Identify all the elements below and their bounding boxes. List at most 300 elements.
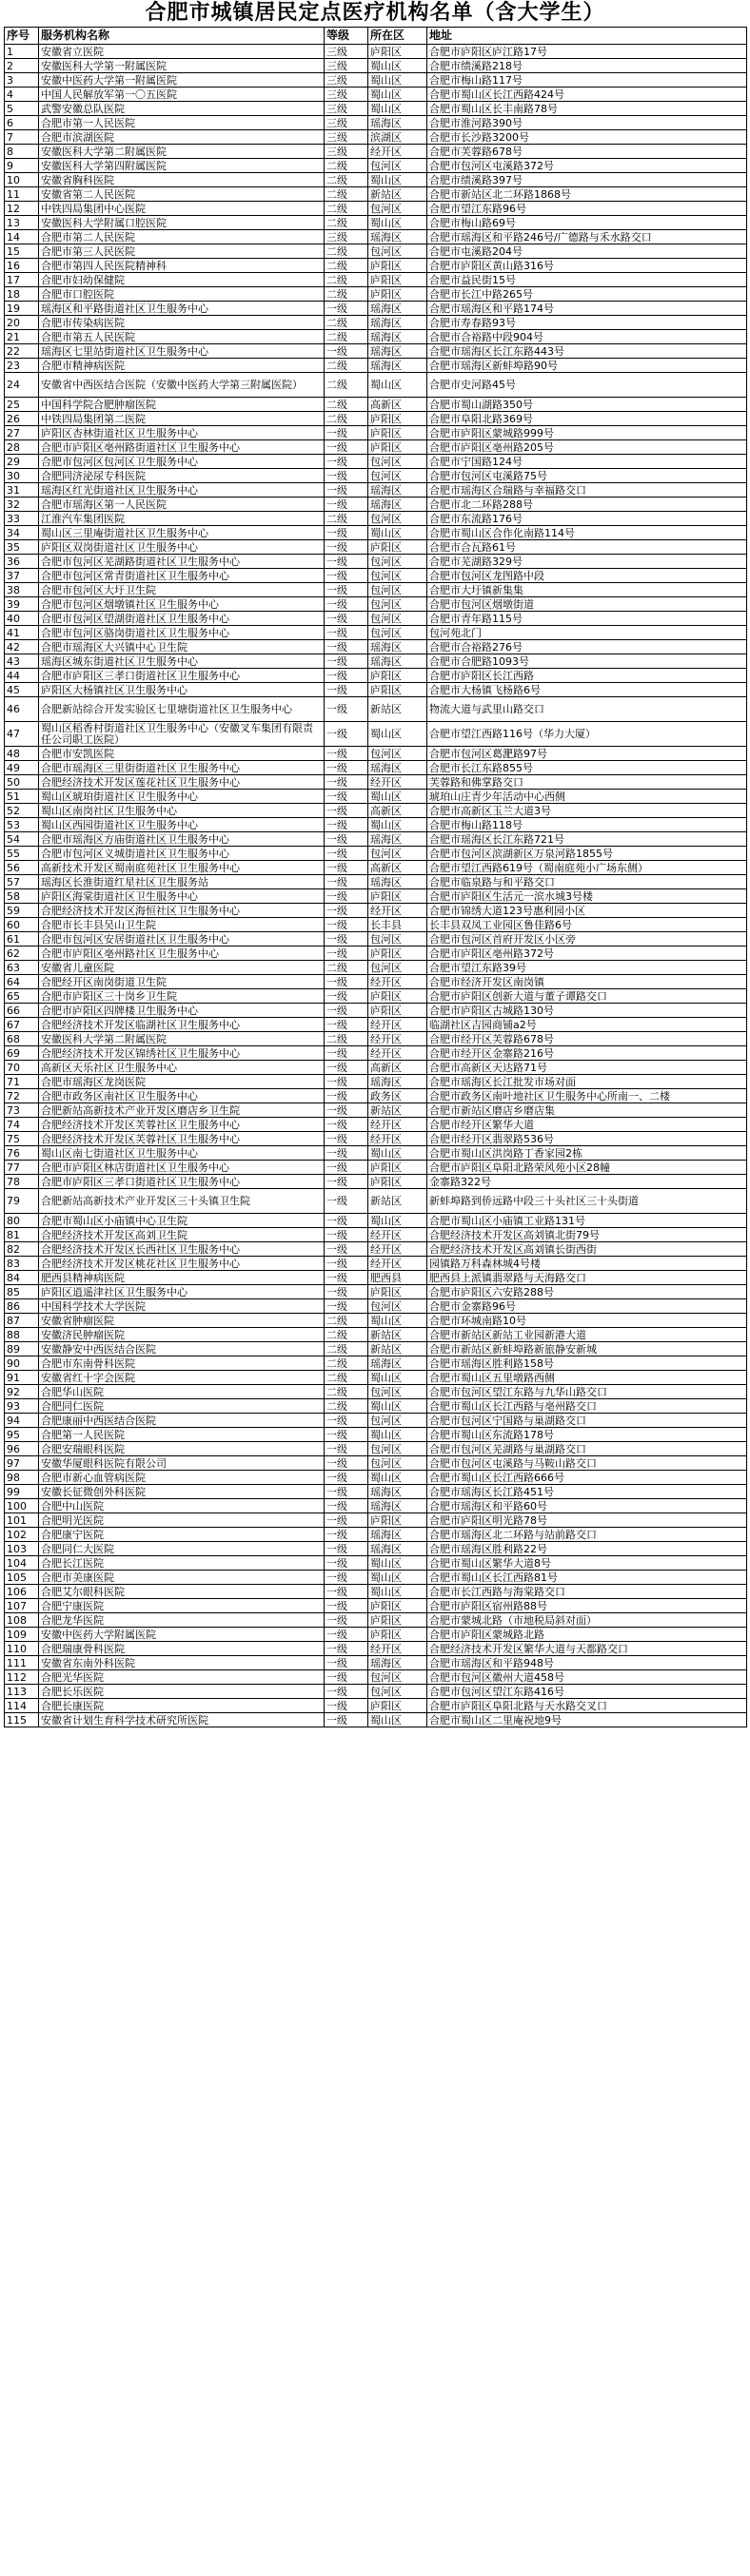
cell-level: 一级 [325,1161,368,1175]
cell-address: 合肥市蜀山区东流路178号 [427,1428,747,1442]
cell-district: 蜀山区 [368,1428,427,1442]
cell-name: 安徽中医药大学第一附属医院 [39,73,325,88]
table-row [5,1228,747,1242]
cell-name: 合肥长乐医院 [39,1685,325,1699]
cell-level: 一级 [325,1089,368,1103]
table-row [5,359,747,373]
cell-address: 合肥市合肥路1093号 [427,654,747,669]
cell-no: 80 [5,1214,39,1228]
cell-name: 安徽省立医院 [39,45,325,59]
cell-level: 一级 [325,1656,368,1670]
cell-name: 瑶海区红光街道社区卫生服务中心 [39,483,325,498]
cell-district: 包河区 [368,612,427,626]
cell-name: 合肥光华医院 [39,1670,325,1685]
cell-name: 安徽医科大学附属口腔医院 [39,216,325,230]
cell-level: 一级 [325,540,368,555]
cell-address: 合肥经济技术开发区高刘镇长街西街 [427,1242,747,1257]
cell-address: 合肥市合瓦路61号 [427,540,747,555]
cell-level: 一级 [325,569,368,583]
cell-address: 合肥市瑶海区新蚌埠路90号 [427,359,747,373]
cell-no: 48 [5,747,39,761]
cell-no: 53 [5,818,39,832]
cell-name: 合肥安瑞眼科医院 [39,1442,325,1456]
cell-name: 合肥市包河区安居街道社区卫生服务中心 [39,932,325,946]
cell-no: 26 [5,412,39,426]
cell-no: 10 [5,173,39,187]
cell-level: 一级 [325,1542,368,1556]
cell-name: 合肥市包河区骆岗街道社区卫生服务中心 [39,626,325,640]
table-row [5,975,747,989]
cell-no: 83 [5,1257,39,1271]
cell-name: 合肥市庐阳区四牌楼卫生服务中心 [39,1004,325,1018]
cell-address: 合肥市锦绣大道123号惠利园小区 [427,904,747,918]
cell-address: 合肥市蒙城北路（市地税局斜对面） [427,1613,747,1628]
cell-address: 合肥市长沙路3200号 [427,130,747,145]
cell-level: 一级 [325,1132,368,1146]
cell-name: 合肥市政务区南社区卫生服务中心 [39,1089,325,1103]
cell-district: 瑶海区 [368,1528,427,1542]
cell-name: 蜀山区琥珀街道社区卫生服务中心 [39,790,325,804]
cell-name: 合肥市东南骨科医院 [39,1356,325,1371]
cell-address: 合肥市环城南路10号 [427,1314,747,1328]
cell-address: 合肥市经开区繁华大道 [427,1118,747,1132]
cell-level: 一级 [325,583,368,597]
table-row [5,804,747,818]
cell-name: 合肥市第二人民医院 [39,230,325,244]
table-row [5,1103,747,1118]
cell-no: 96 [5,1442,39,1456]
cell-address: 长丰县双凤工业园区鲁佳路6号 [427,918,747,932]
cell-name: 合肥市瑶海区龙岗医院 [39,1075,325,1089]
table-row [5,1314,747,1328]
cell-no: 40 [5,612,39,626]
cell-no: 71 [5,1075,39,1089]
cell-level: 一级 [325,1485,368,1499]
table-row [5,1685,747,1699]
cell-name: 安徽省中西医结合医院（安徽中医药大学第三附属医院） [39,373,325,398]
cell-name: 安徽医科大学第二附属医院 [39,145,325,159]
cell-no: 44 [5,669,39,683]
cell-level: 一级 [325,1556,368,1571]
cell-level: 一级 [325,1499,368,1513]
cell-level: 一级 [325,1118,368,1132]
table-row [5,1018,747,1032]
cell-no: 92 [5,1385,39,1399]
cell-no: 22 [5,344,39,359]
cell-address: 合肥市蜀山区小庙镇工业路131号 [427,1214,747,1228]
cell-name: 安徽省肿瘤医院 [39,1314,325,1328]
cell-name: 蜀山区南岗社区卫生服务中心 [39,804,325,818]
cell-district: 新站区 [368,1189,427,1214]
table-row [5,455,747,469]
cell-name: 安徽济民肿瘤医院 [39,1328,325,1342]
cell-district: 包河区 [368,1385,427,1399]
cell-address: 包河苑北门 [427,626,747,640]
cell-address: 合肥市瑶海区胜利路22号 [427,1542,747,1556]
cell-no: 59 [5,904,39,918]
cell-no: 35 [5,540,39,555]
cell-address: 合肥市瑶海区和平路60号 [427,1499,747,1513]
cell-level: 二级 [325,1342,368,1356]
cell-name: 安徽医科大学第四附属医院 [39,159,325,173]
cell-no: 70 [5,1061,39,1075]
cell-level: 一级 [325,683,368,697]
cell-address: 合肥市瑶海区长江路451号 [427,1485,747,1499]
table-row [5,59,747,73]
cell-name: 安徽长征微创外科医院 [39,1485,325,1499]
cell-no: 36 [5,555,39,569]
cell-no: 74 [5,1118,39,1132]
cell-address: 临湖社区吉园商铺a2号 [427,1018,747,1032]
cell-district: 包河区 [368,626,427,640]
cell-no: 104 [5,1556,39,1571]
cell-no: 76 [5,1146,39,1161]
cell-address: 合肥市梅山路69号 [427,216,747,230]
cell-address: 合肥市望江西路619号（蜀南庭苑小广场东侧） [427,861,747,875]
cell-no: 8 [5,145,39,159]
table-row [5,1442,747,1456]
table-row [5,989,747,1004]
cell-name: 合肥经济技术开发区海恒社区卫生服务中心 [39,904,325,918]
cell-district: 蜀山区 [368,1146,427,1161]
table-row [5,259,747,273]
cell-address: 合肥市瑶海区长江批发市场对面 [427,1075,747,1089]
cell-level: 二级 [325,398,368,412]
cell-level: 二级 [325,1356,368,1371]
cell-name: 中国人民解放军第一〇五医院 [39,88,325,102]
cell-level: 一级 [325,1528,368,1542]
cell-no: 107 [5,1599,39,1613]
table-row [5,697,747,722]
cell-district: 庐阳区 [368,1513,427,1528]
cell-no: 99 [5,1485,39,1499]
table-row [5,159,747,173]
cell-level: 一级 [325,1628,368,1642]
cell-address: 物流大道与武里山路交口 [427,697,747,722]
cell-district: 经开区 [368,775,427,790]
cell-name: 中国科学技术大学医院 [39,1299,325,1314]
cell-name: 庐阳区海棠街道社区卫生服务中心 [39,889,325,904]
cell-district: 经开区 [368,1018,427,1032]
cell-no: 9 [5,159,39,173]
cell-name: 庐阳区大杨镇社区卫生服务中心 [39,683,325,697]
cell-address: 合肥市芜湖路329号 [427,555,747,569]
cell-level: 二级 [325,316,368,330]
cell-name: 合肥经开区南岗街道卫生院 [39,975,325,989]
cell-no: 98 [5,1471,39,1485]
cell-level: 一级 [325,469,368,483]
cell-district: 经开区 [368,1257,427,1271]
cell-address: 合肥市合裕路276号 [427,640,747,654]
cell-address: 合肥市绩溪路218号 [427,59,747,73]
cell-district: 蜀山区 [368,526,427,540]
cell-name: 合肥艾尔眼科医院 [39,1585,325,1599]
cell-level: 三级 [325,145,368,159]
cell-address: 合肥市新站区新站工业园新港大道 [427,1328,747,1342]
cell-no: 41 [5,626,39,640]
cell-no: 17 [5,273,39,287]
cell-level: 一级 [325,875,368,889]
table-row [5,904,747,918]
table-row [5,818,747,832]
cell-name: 合肥市传染病医院 [39,316,325,330]
cell-district: 庐阳区 [368,889,427,904]
table-row [5,875,747,889]
cell-no: 56 [5,861,39,875]
table-row [5,889,747,904]
cell-level: 一级 [325,1513,368,1528]
table-row [5,847,747,861]
cell-district: 蜀山区 [368,1471,427,1485]
cell-address: 合肥市蜀山区长江西路424号 [427,88,747,102]
cell-district: 瑶海区 [368,761,427,775]
cell-name: 武警安徽总队医院 [39,102,325,116]
cell-name: 安徽华厦眼科医院有限公司 [39,1456,325,1471]
table-row [5,1428,747,1442]
cell-no: 95 [5,1428,39,1442]
cell-level: 一级 [325,1271,368,1285]
cell-address: 合肥市庐阳区黄山路316号 [427,259,747,273]
cell-district: 包河区 [368,1414,427,1428]
table-row [5,1004,747,1018]
cell-district: 庐阳区 [368,540,427,555]
cell-level: 三级 [325,59,368,73]
cell-no: 46 [5,697,39,722]
table-row [5,683,747,697]
table-row [5,1271,747,1285]
cell-district: 蜀山区 [368,102,427,116]
cell-no: 50 [5,775,39,790]
cell-district: 经开区 [368,1118,427,1132]
cell-address: 合肥市北二环路288号 [427,498,747,512]
cell-name: 蜀山区三里庵街道社区卫生服务中心 [39,526,325,540]
table-row [5,1242,747,1257]
institution-table [4,27,747,1727]
cell-address: 合肥市包河区烟墩街道 [427,597,747,612]
cell-address: 合肥市包河区望江东路与九华山路交口 [427,1385,747,1399]
cell-no: 45 [5,683,39,697]
cell-no: 57 [5,875,39,889]
table-row [5,216,747,230]
cell-name: 合肥市包河区义城街道社区卫生服务中心 [39,847,325,861]
cell-address: 合肥市庐阳区亳州路205号 [427,440,747,455]
cell-no: 32 [5,498,39,512]
cell-level: 一级 [325,747,368,761]
cell-name: 合肥市安凯医院 [39,747,325,761]
table-row [5,1257,747,1271]
table-row [5,116,747,130]
cell-address: 园镇路万科森林城4号楼 [427,1257,747,1271]
cell-district: 包河区 [368,1442,427,1456]
cell-address: 合肥市经济开发区南岗镇 [427,975,747,989]
table-row [5,230,747,244]
cell-address: 芙蓉路和佛掌路交口 [427,775,747,790]
cell-name: 安徽静安中西医结合医院 [39,1342,325,1356]
cell-level: 一级 [325,1228,368,1242]
cell-district: 瑶海区 [368,230,427,244]
cell-address: 合肥市庐阳区六安路288号 [427,1285,747,1299]
cell-district: 蜀山区 [368,1585,427,1599]
cell-level: 二级 [325,1328,368,1342]
cell-district: 蜀山区 [368,1314,427,1328]
cell-no: 66 [5,1004,39,1018]
table-row [5,555,747,569]
cell-level: 二级 [325,1032,368,1046]
table-row [5,583,747,597]
cell-district: 瑶海区 [368,654,427,669]
cell-no: 24 [5,373,39,398]
cell-address: 合肥市庐阳区阜阳北路荣风苑小区28幢 [427,1161,747,1175]
cell-address: 合肥市庐阳区蒙城路999号 [427,426,747,440]
cell-level: 一级 [325,498,368,512]
cell-district: 庐阳区 [368,1161,427,1175]
cell-name: 合肥市长丰县吴山卫生院 [39,918,325,932]
cell-no: 62 [5,946,39,961]
cell-address: 合肥市蜀山区五里墩路西侧 [427,1371,747,1385]
cell-name: 合肥长康医院 [39,1699,325,1713]
cell-name: 中铁四局集团中心医院 [39,202,325,216]
cell-level: 一级 [325,861,368,875]
cell-level: 一级 [325,669,368,683]
table-row [5,1471,747,1485]
cell-district: 包河区 [368,1670,427,1685]
cell-level: 一级 [325,440,368,455]
cell-district: 蜀山区 [368,73,427,88]
table-row [5,1713,747,1727]
cell-level: 一级 [325,526,368,540]
cell-name: 合肥经济技术开发区锦绣社区卫生服务中心 [39,1046,325,1061]
cell-no: 42 [5,640,39,654]
cell-no: 39 [5,597,39,612]
cell-name: 合肥经济技术开发区芙蓉社区卫生服务中心 [39,1132,325,1146]
cell-no: 85 [5,1285,39,1299]
cell-address: 合肥市蜀山区二里庵祝地9号 [427,1713,747,1727]
cell-level: 二级 [325,373,368,398]
cell-district: 高新区 [368,1061,427,1075]
cell-district: 高新区 [368,804,427,818]
cell-name: 合肥市第一人民医院 [39,116,325,130]
cell-name: 安徽省东南外科医院 [39,1656,325,1670]
cell-level: 一级 [325,1004,368,1018]
cell-district: 瑶海区 [368,483,427,498]
cell-no: 11 [5,187,39,202]
cell-no: 69 [5,1046,39,1061]
cell-name: 合肥经济技术开发区芙蓉社区卫生服务中心 [39,1118,325,1132]
cell-level: 二级 [325,202,368,216]
cell-no: 47 [5,722,39,747]
cell-district: 政务区 [368,1089,427,1103]
table-row [5,302,747,316]
cell-no: 64 [5,975,39,989]
table-row [5,526,747,540]
table-row [5,498,747,512]
cell-district: 瑶海区 [368,116,427,130]
table-row [5,597,747,612]
cell-address: 合肥市包河区屯溪路372号 [427,159,747,173]
cell-name: 安徽中医药大学附属医院 [39,1628,325,1642]
cell-name: 蜀山区南七街道社区卫生服务中心 [39,1146,325,1161]
cell-no: 113 [5,1685,39,1699]
cell-level: 二级 [325,1385,368,1399]
table-row [5,398,747,412]
cell-district: 经开区 [368,1132,427,1146]
cell-district: 经开区 [368,1032,427,1046]
cell-level: 一级 [325,626,368,640]
cell-level: 一级 [325,889,368,904]
cell-level: 三级 [325,73,368,88]
cell-no: 112 [5,1670,39,1685]
cell-district: 庐阳区 [368,1004,427,1018]
cell-no: 14 [5,230,39,244]
cell-name: 合肥市新心血管病医院 [39,1471,325,1485]
table-row [5,747,747,761]
cell-district: 包河区 [368,244,427,259]
table-row [5,1285,747,1299]
cell-district: 瑶海区 [368,1542,427,1556]
cell-level: 一级 [325,1585,368,1599]
cell-level: 二级 [325,259,368,273]
cell-name: 合肥市第四人民医院精神科 [39,259,325,273]
table-row [5,1414,747,1428]
cell-no: 19 [5,302,39,316]
cell-address: 合肥市瑶海区合瑞路与幸福路交口 [427,483,747,498]
cell-level: 三级 [325,116,368,130]
cell-level: 一级 [325,975,368,989]
table-row [5,88,747,102]
header-district: 所在区 [368,28,427,45]
table-row [5,273,747,287]
cell-address: 合肥市长江中路265号 [427,287,747,302]
cell-district: 包河区 [368,569,427,583]
cell-district: 瑶海区 [368,1656,427,1670]
cell-address: 合肥市临泉路与和平路交口 [427,875,747,889]
cell-address: 合肥市阜阳北路369号 [427,412,747,426]
cell-district: 庐阳区 [368,989,427,1004]
cell-address: 合肥市蜀山湖路350号 [427,398,747,412]
cell-level: 一级 [325,426,368,440]
cell-name: 合肥市包河区望湖街道社区卫生服务中心 [39,612,325,626]
cell-address: 合肥市绩溪路397号 [427,173,747,187]
cell-level: 一级 [325,1713,368,1727]
table-row [5,1385,747,1399]
cell-district: 蜀山区 [368,173,427,187]
cell-district: 瑶海区 [368,359,427,373]
cell-level: 一级 [325,483,368,498]
cell-address: 合肥经济技术开发区繁华大道与天都路交口 [427,1642,747,1656]
cell-name: 合肥同仁大医院 [39,1542,325,1556]
cell-level: 一级 [325,654,368,669]
cell-no: 1 [5,45,39,59]
cell-district: 庐阳区 [368,287,427,302]
table-row [5,330,747,344]
cell-level: 一级 [325,904,368,918]
cell-name: 合肥市包河区包河区卫生服务中心 [39,455,325,469]
cell-district: 瑶海区 [368,344,427,359]
table-row [5,45,747,59]
cell-no: 87 [5,1314,39,1328]
cell-name: 合肥华山医院 [39,1385,325,1399]
cell-name: 庐阳区双岗街道社区卫生服务中心 [39,540,325,555]
table-row [5,469,747,483]
cell-no: 33 [5,512,39,526]
cell-district: 蜀山区 [368,373,427,398]
cell-level: 一级 [325,1685,368,1699]
cell-district: 蜀山区 [368,1571,427,1585]
cell-no: 34 [5,526,39,540]
cell-address: 合肥市蜀山区长丰南路78号 [427,102,747,116]
cell-no: 88 [5,1328,39,1342]
cell-address: 合肥市庐阳区亳州路372号 [427,946,747,961]
